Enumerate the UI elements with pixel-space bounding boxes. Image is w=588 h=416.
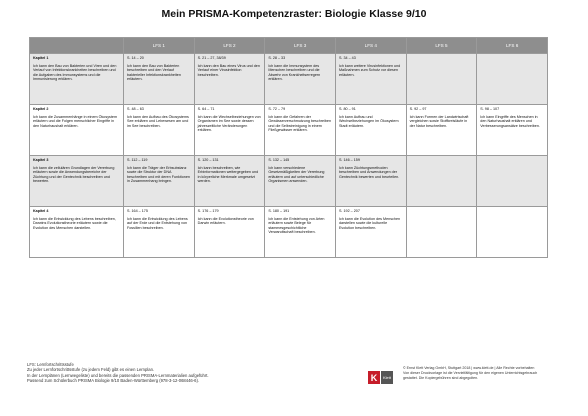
chapter-title: Kapitel 1 bbox=[33, 56, 49, 60]
competence-cell bbox=[265, 54, 336, 105]
competence-cell bbox=[124, 207, 195, 258]
header-row bbox=[30, 38, 548, 54]
chapter-cell bbox=[30, 156, 124, 207]
competence-text: Ich kann den Bau eines Virus und den Verlauf einer Virusinfektion beschreiben. bbox=[197, 63, 260, 77]
competence-text: Ich kann den Aufbau des Ökosystems See erklären und Lebewesen am und im See beschreiben. bbox=[127, 114, 189, 128]
competence-grid bbox=[29, 37, 548, 258]
competence-cell bbox=[477, 156, 548, 207]
competence-cell bbox=[124, 105, 195, 156]
klett-logo-label: Klett bbox=[381, 371, 393, 384]
competence-cell bbox=[406, 54, 477, 105]
competence-text: Ich kann die Wechselbeziehungen von Organismen im See sowie dessen jahreszeitliche Veränderungen erklären. bbox=[197, 114, 261, 133]
copyright-line: gestattet. Die Kopiergebühren sind abgegolten. bbox=[403, 375, 479, 380]
header-cell-lfs5: LFS 5 bbox=[406, 38, 477, 54]
chapter-cell bbox=[30, 207, 124, 258]
header-cell-corner bbox=[30, 38, 124, 54]
header-cell-lfs6: LFS 6 bbox=[477, 38, 548, 54]
grid-row bbox=[30, 156, 548, 207]
klett-logo bbox=[368, 369, 398, 386]
competence-cell bbox=[124, 54, 195, 105]
page-range: S. 48 – 63 bbox=[127, 107, 144, 111]
grid-row bbox=[30, 105, 548, 156]
chapter-description: Ich kann den Bau von Bakterien und Viren und den Verlauf von Infektionskrankheiten beschreiben und die Aufgaben des Immunsystems und die Immunisierung erklären. bbox=[33, 63, 117, 82]
copyright-notice bbox=[403, 366, 537, 380]
competence-cell bbox=[124, 156, 195, 207]
chapter-title: Kapitel 3 bbox=[33, 158, 49, 162]
competence-cell bbox=[335, 105, 406, 156]
competence-cell bbox=[406, 207, 477, 258]
footer-note: Passend zum Schülerbuch PRISMA Biologie 9/10 Baden-Württemberg (978-3-12-068446-6). bbox=[27, 377, 200, 383]
page-range: S. 72 – 79 bbox=[268, 107, 286, 111]
competence-text: Ich kann die Evolutionstheorie von Darwin erläutern. bbox=[197, 216, 254, 226]
competence-text: Ich kann beschreiben, wie Erbinformationen weitergegeben und in körperliche Merkmale umgesetzt werden. bbox=[197, 165, 259, 184]
page-range: S. 120 – 131 bbox=[197, 158, 219, 162]
page-range: S. 98 – 107 bbox=[480, 107, 500, 111]
copyright-line: Von dieser Druckvorlage ist die Vervielfältigung für den eigenen Unterrichtsgebrauch bbox=[403, 370, 538, 375]
chapter-description: Ich kann die Entwicklung des Lebens beschreiben, Darwins Evolutionstheorie erläutern sowie die Evolution des Menschen darstellen. bbox=[33, 216, 116, 230]
chapter-title: Kapitel 2 bbox=[33, 107, 49, 111]
chapter-description: Ich kann die zellulären Grundlagen der Vererbung erläutern sowie die Anwendungsbereiche der Züchtung und der Gentechnik beschreiben und bewerten. bbox=[33, 165, 115, 184]
competence-text: Ich kann den Bau von Bakterien beschreiben und den Verlauf bakterieller Infektionskrankheiten erläutern. bbox=[127, 63, 181, 82]
competence-text: Ich kann die Immunsystem des Menschen beschreiben und die Abwehr von Krankheitserregern erklären. bbox=[268, 63, 321, 82]
header-cell-lfs2: LFS 2 bbox=[194, 38, 265, 54]
page-range: S. 176 – 179 bbox=[197, 209, 219, 213]
competence-cell bbox=[335, 156, 406, 207]
footer-notes bbox=[27, 362, 209, 383]
competence-cell bbox=[477, 54, 548, 105]
page-range: S. 92 – 97 bbox=[409, 107, 427, 111]
chapter-cell bbox=[30, 105, 124, 156]
competence-cell bbox=[194, 105, 265, 156]
header-cell-lfs1: LFS 1 bbox=[124, 38, 195, 54]
competence-cell bbox=[265, 105, 336, 156]
header-cell-lfs4: LFS 4 bbox=[335, 38, 406, 54]
competence-text: Ich kann Aufbau und Wechselbeziehungen im Ökosystem Stadt erläutern. bbox=[338, 114, 399, 128]
page-range: S. 14 – 20 bbox=[127, 56, 144, 60]
page-range: S. 132 – 145 bbox=[268, 158, 290, 162]
competence-text: Ich kann verschiedene Gesetzmäßigkeiten der Vererbung erläutern und auf unterschiedliche Organismen anwenden. bbox=[268, 165, 325, 184]
chapter-cell bbox=[30, 54, 124, 105]
page-range: S. 192 – 207 bbox=[338, 209, 360, 213]
competence-cell bbox=[335, 207, 406, 258]
header-cell-lfs3: LFS 3 bbox=[265, 38, 336, 54]
page-title: Mein PRISMA-Kompetenzraster: Biologie Klasse 9/10 bbox=[161, 8, 427, 20]
page-range: S. 164 – 175 bbox=[127, 209, 148, 213]
competence-cell bbox=[265, 156, 336, 207]
page-range: S. 34 – 43 bbox=[338, 56, 356, 60]
footer-note: Zu jeder Lernfortschrittsstufe (zu jedem Feld) gibt es einen Lernplan. bbox=[27, 367, 155, 373]
grid-row bbox=[30, 54, 548, 105]
competence-text: Ich kann Eingriffe des Menschen in den Naturhaushalt erklären und Verbesserungsansätze beschreiben. bbox=[480, 114, 540, 128]
chapter-description: Ich kann die Zusammenhänge in einem Ökosystem erläutern und die Folgen menschlicher Eingriffe in den Naturhaushalt erklären. bbox=[33, 114, 118, 128]
competence-cell bbox=[406, 156, 477, 207]
competence-text: Ich kann weitere Virusinfektionen und Maßnahmen zum Schutz vor diesen erläutern. bbox=[338, 63, 401, 77]
competence-text: Ich kann die Evolution des Menschen darstellen sowie die kulturelle Evolution beschreiben. bbox=[338, 216, 401, 230]
competence-cell bbox=[335, 54, 406, 105]
competence-text: Ich kann die Entstehung von Arten erläutern sowie Belege für stammesgeschichtliche Verwandtschaft beschreiben. bbox=[268, 216, 325, 235]
page-range: S. 64 – 71 bbox=[197, 107, 215, 111]
page-range: S. 146 – 159 bbox=[338, 158, 360, 162]
page-range: S. 80 – 91 bbox=[338, 107, 356, 111]
copyright-line: © Ernst Klett Verlag GmbH, Stuttgart 2018 | www.klett.de | Alle Rechte vorbehalten bbox=[403, 366, 535, 370]
klett-logo-mark: K bbox=[368, 371, 380, 384]
competence-cell bbox=[477, 207, 548, 258]
competence-cell bbox=[477, 105, 548, 156]
competence-cell bbox=[406, 105, 477, 156]
page-range: S. 28 – 33 bbox=[268, 56, 286, 60]
footer-note: In der Lernplänen (Lernwegeliste) und bereits die passenden PRISMA-Lernmaterialien aufgeführt. bbox=[27, 372, 209, 378]
grid-row bbox=[30, 207, 548, 258]
page-range: S. 21 – 27, 38/39 bbox=[197, 56, 226, 60]
page-range: S. 180 – 191 bbox=[268, 209, 290, 213]
page-range: S. 112 – 119 bbox=[127, 158, 148, 162]
competence-text: Ich kann die Träger der Erbsubstanz sowie die Struktur der DNA beschreiben und mit deren Funktionen in Zusammenhang bringen. bbox=[127, 165, 190, 184]
competence-cell bbox=[194, 207, 265, 258]
competence-text: Ich kann die Entwicklung des Lebens auf der Erde und die Entstehung von Fossilien beschreiben. bbox=[127, 216, 188, 230]
footer-note: LFS: Lernfortschrittsstufe bbox=[27, 362, 74, 367]
competence-text: Ich kann Formen der Landwirtschaft vergleichen sowie Stoffkreisläufe in der Natur beschreiben. bbox=[409, 114, 469, 128]
competence-cell bbox=[194, 156, 265, 207]
competence-cell bbox=[265, 207, 336, 258]
chapter-title: Kapitel 4 bbox=[33, 209, 49, 213]
competence-text: Ich kann Züchtungsmethoden beschreiben und Anwendungen der Gentechnik bewerten und beurteilen. bbox=[338, 165, 400, 179]
competence-cell bbox=[194, 54, 265, 105]
competence-text: Ich kann die Gefahren der Gewässerverschmutzung beschreiben und die Selbstreinigung in einem Fließgewässer erklären. bbox=[268, 114, 332, 133]
